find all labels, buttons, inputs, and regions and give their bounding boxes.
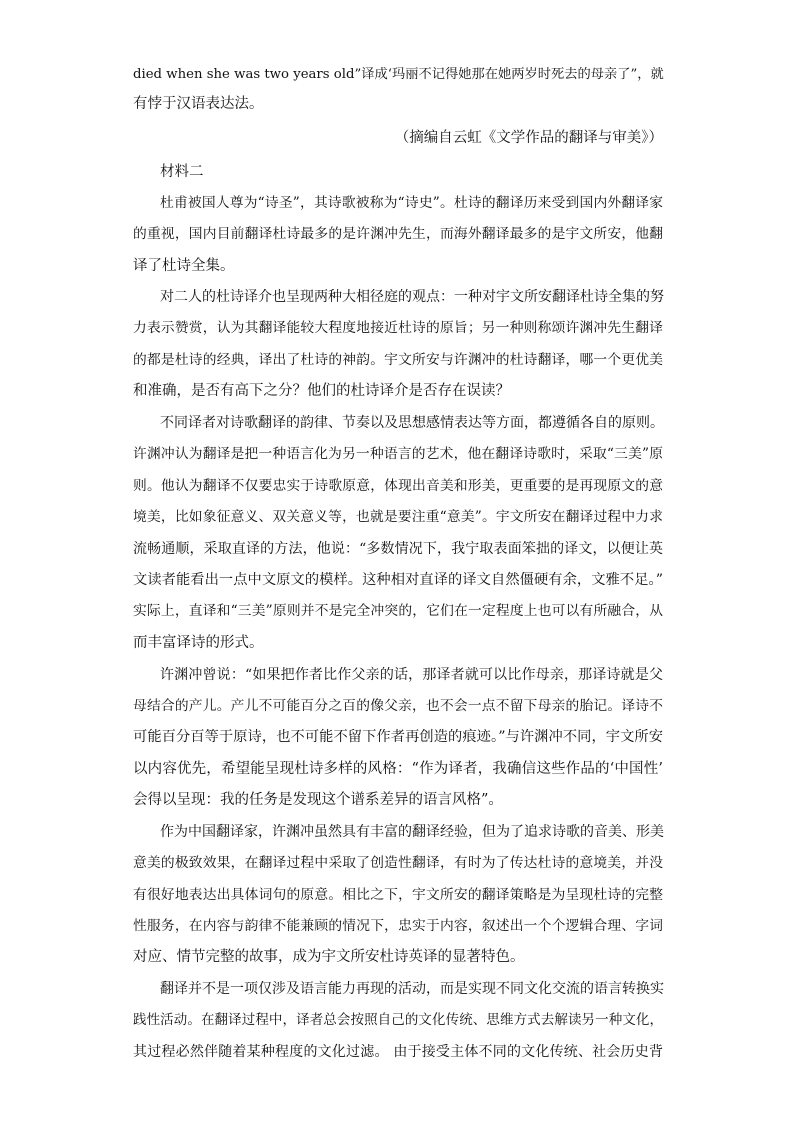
text-line: 杜甫被国人尊为“诗圣”，其诗歌被称为“诗史”。杜诗的翻译历来受到国内外翻译家 [160,195,663,211]
text-line: 可能百分百等于原诗，也不可能不留下作者再创造的痕迹。”与许渊冲不同，宇文所安 [133,729,663,745]
text-line: 不同译者对诗歌翻译的韵律、节奏以及思想感情表达等方面，都遵循各自的原则。 [160,415,664,431]
text-line: 许渊冲曾说：“如果把作者比作父亲的话，那译者就可以比作母亲，那译诗就是父 [160,667,663,683]
text-line: 和准确，是否有高下之分？他们的杜诗译介是否存在误读？ [133,383,510,399]
text-line: 文读者能看出一点中文原文的模样。这种相对直译的译文自然僵硬有余，文雅不足。” [133,572,663,588]
source-citation: （摘编自云虹《文学作品的翻译与审美》） [394,130,663,146]
text-line: 有悖于汉语表达法。 [133,96,264,112]
text-line: 对应、情节完整的故事，成为宇文所安杜诗英译的显著特色。 [133,949,525,965]
text-line: 翻译并不是一项仅涉及语言能力再现的活动，而是实现不同文化交流的语言转换实 [160,981,664,997]
text-line: 的重视，国内目前翻译杜诗最多的是许渊冲先生，而海外翻译最多的是宇文所安，他翻 [133,226,663,242]
text-line: 以内容优先，希望能呈现杜诗多样的风格：“作为译者，我确信这些作品的‘中国性’ [133,761,663,777]
text-line: 流畅通顺，采取直译的方法，他说：“多数情况下，我宁取表面笨拙的译文，以便让英 [133,541,663,557]
section-heading: 材料二 [160,164,204,180]
text-line: 其过程必然伴随着某种程度的文化过滤。 由于接受主体不同的文化传统、社会历史背 [133,1044,663,1060]
text-line: 力表示赞赏，认为其翻译能较大程度地接近杜诗的原旨；另一种则称颂许渊冲先生翻译 [133,320,663,336]
text-line: 境美，比如象征意义、双关意义等，也就是要注重“意美”。宇文所安在翻译过程中力求 [133,509,663,525]
text-line: 践性活动。在翻译过程中，译者总会按照自己的文化传统、思维方式去解读另一种文化， [133,1012,663,1028]
text-line: 而丰富译诗的形式。 [133,635,264,651]
text-line: 对二人的杜诗译介也呈现两种大相径庭的观点：一种对宇文所安翻译杜诗全集的努 [160,289,664,305]
text-line: 母结合的产儿。产儿不可能百分之百的像父亲，也不会一点不留下母亲的胎记。译诗不 [133,698,663,714]
text-line: 意美的极致效果，在翻译过程中采取了创造性翻译，有时为了传达杜诗的意境美，并没 [133,855,663,871]
text-line: 的都是杜诗的经典，译出了杜诗的神韵。宇文所安与许渊冲的杜诗翻译，哪一个更优美 [133,352,663,368]
text-line: 许渊冲认为翻译是把一种语言化为另一种语言的艺术，他在翻译诗歌时，采取“三美”原 [133,446,663,462]
text-line: 作为中国翻译家，许渊冲虽然具有丰富的翻译经验，但为了追求诗歌的音美、形美 [160,824,664,840]
text-line: 有很好地表达出具体词句的原意。相比之下，宇文所安的翻译策略是为呈现杜诗的完整 [133,887,663,903]
text-line: 会得以呈现：我的任务是发现这个谱系差异的语言风格”。 [133,792,503,808]
text-line: 性服务，在内容与韵律不能兼顾的情况下，忠实于内容，叙述出一个个逻辑合理、字词 [133,918,663,934]
text-line: died when she was two years old”译成‘玛丽不记得她那在她两岁时死去的母亲了”，就 [133,67,664,82]
text-line: 译了杜诗全集。 [133,258,235,274]
text-line: 则。他认为翻译不仅要忠实于诗歌原意，体现出音美和形美，更重要的是再现原文的意 [133,478,663,494]
text-line: 实际上，直译和“三美”原则并不是完全冲突的，它们在一定程度上也可以有所融合，从 [133,603,663,619]
